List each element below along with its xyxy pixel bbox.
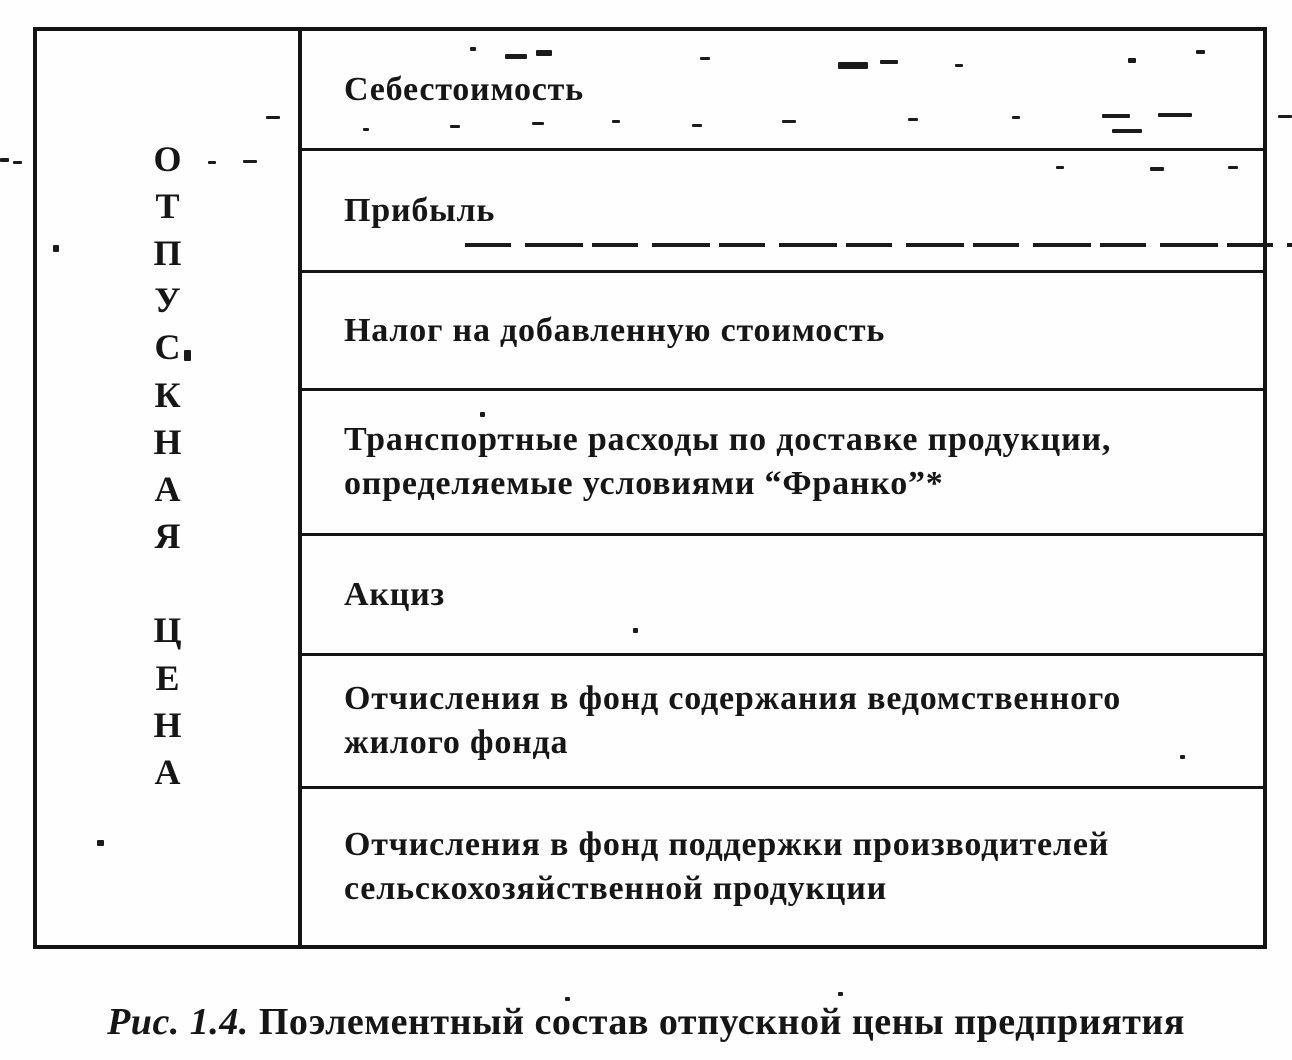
scan-speck — [266, 116, 280, 119]
vertical-letter: А — [154, 752, 181, 793]
price-element-row-nds — [302, 273, 1263, 391]
vertical-letter: А — [154, 468, 181, 509]
scan-speck — [363, 128, 369, 131]
price-element-row-akciz — [302, 536, 1263, 656]
price-element-label: Себестоимость — [344, 70, 584, 108]
scan-speck — [1228, 166, 1238, 169]
scan-speck — [243, 160, 257, 163]
scan-speck — [97, 840, 104, 846]
vertical-label-otpusknaya-cena — [37, 135, 298, 796]
vertical-letter: Т — [155, 185, 180, 226]
scan-speck — [908, 118, 918, 121]
price-elements-column — [302, 31, 1263, 945]
scan-speck — [633, 628, 638, 633]
scan-speck — [1196, 50, 1205, 54]
price-element-label: Акциз — [344, 575, 445, 613]
vertical-letter: У — [154, 280, 181, 321]
scan-speck — [208, 161, 216, 164]
scan-speck — [838, 992, 843, 996]
price-element-label: Прибыль — [344, 191, 496, 229]
price-element-row-transport — [302, 391, 1263, 536]
vertical-letter: Н — [153, 704, 182, 745]
scan-speck — [184, 350, 191, 361]
price-element-row-pribyl — [302, 151, 1263, 273]
vertical-letter: Ц — [153, 610, 182, 651]
vertical-letter-gap — [37, 560, 298, 607]
scan-speck — [1128, 58, 1136, 63]
scan-speck — [505, 54, 527, 59]
scan-speck — [13, 161, 22, 164]
scan-speck — [470, 47, 476, 51]
scan-speck — [532, 122, 544, 125]
vertical-letter: Н — [153, 421, 182, 462]
scan-speck — [1112, 129, 1142, 133]
price-element-row-selhoz — [302, 789, 1263, 945]
vertical-letter: О — [153, 138, 182, 179]
figure-caption — [0, 1000, 1292, 1044]
scan-speck — [1012, 116, 1020, 119]
vertical-label-box — [37, 31, 302, 945]
scan-speck — [1102, 114, 1130, 118]
scan-speck — [53, 245, 59, 252]
scan-speck — [1056, 166, 1064, 169]
figure-number: Рис. 1.4. — [107, 1001, 249, 1043]
vertical-letter: С — [154, 327, 181, 368]
price-element-row-zhilfond — [302, 656, 1263, 789]
vertical-letter: П — [153, 232, 182, 273]
scan-speck — [700, 57, 710, 60]
figure-caption-text: Поэлементный состав отпускной цены предприятия — [258, 1001, 1185, 1043]
price-element-row-sebestoimost — [302, 31, 1263, 151]
scan-speck — [450, 125, 460, 128]
scan-speck — [1180, 755, 1185, 759]
scan-speck — [838, 62, 868, 69]
scan-speck — [955, 64, 963, 67]
price-element-label: Транспортные расходы по доставке продукции, определяемые условиями “Франко”* — [344, 421, 1112, 502]
price-composition-diagram — [33, 27, 1267, 949]
price-element-label: Отчисления в фонд поддержки производителей сельскохозяйственной продукции — [344, 826, 1110, 907]
vertical-letter: К — [154, 374, 181, 415]
scan-speck — [880, 60, 898, 64]
price-element-label: Налог на добавленную стоимость — [344, 311, 886, 349]
scan-speck — [536, 50, 552, 56]
scan-speck — [0, 158, 9, 162]
scan-artifact-line — [465, 243, 1292, 247]
scan-speck — [692, 124, 702, 127]
scan-speck — [612, 120, 620, 123]
scan-speck — [1150, 167, 1164, 171]
scan-speck — [1278, 115, 1292, 118]
scan-speck — [480, 412, 485, 417]
vertical-letter: Е — [155, 657, 180, 698]
scan-speck — [782, 120, 796, 123]
scan-speck — [1158, 113, 1192, 117]
price-element-label: Отчисления в фонд содержания ведомственного жилого фонда — [344, 680, 1122, 761]
vertical-letter: Я — [154, 516, 181, 557]
